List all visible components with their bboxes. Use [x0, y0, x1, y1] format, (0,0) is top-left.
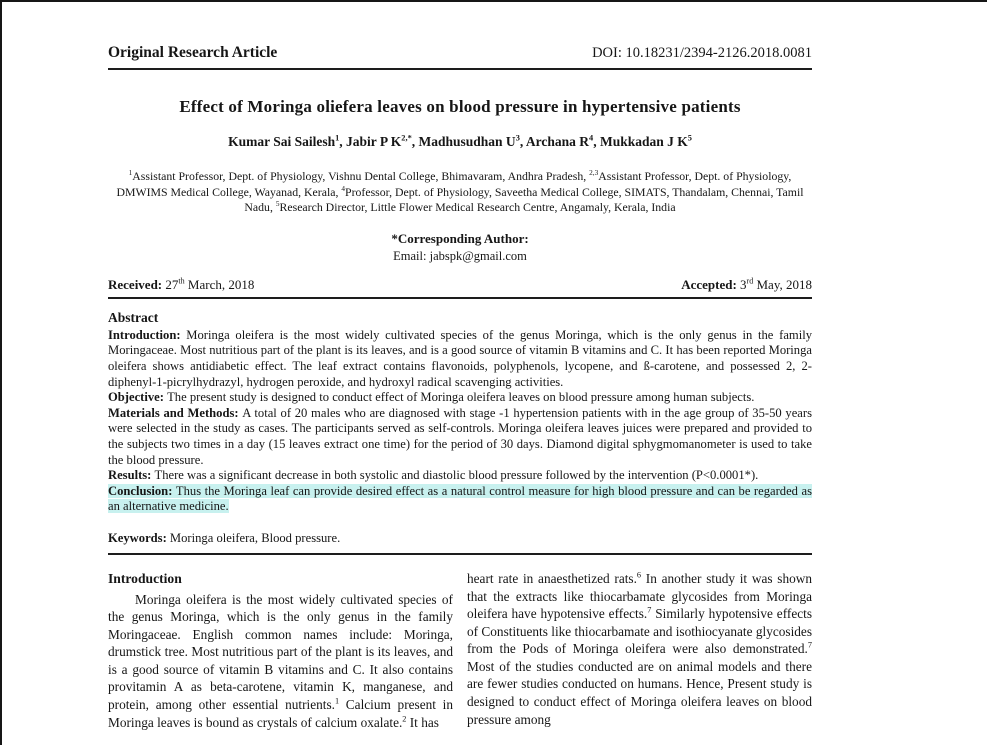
affiliations-block: $^1$Assistant Professor, Dept. of Physiology, Vishnu Dental College, Bhimavaram, Andhra Pradesh, $^{2,3}$Assistant Professor, Dept. of Physiology, DMWIMS Medical College, Wayanad, Kerala, $^4$Professor, Dept. of Physiology, Saveetha Medical College, SIMATS, Thandalam, Chennai, Tamil Nadu, $^5$Research Director, Little Flower Medical Research Centre, Angamaly, Kerala, India: [116, 168, 804, 215]
abstract-heading: Abstract: [108, 309, 159, 325]
article-type-label: Original Research Article: [108, 44, 278, 61]
dates-row: [108, 277, 812, 299]
two-column-body: [108, 570, 812, 731]
corresponding-author-label: *Corresponding Author:: [391, 230, 529, 246]
abstract-paragraph-materials-methods: Materials and Methods: A total of 20 males who are diagnosed with stage -1 hypertension patients with in the age group of 35-50 years were selected in the study as cases. The participants served as self-controls. Moringa oleifera leaves juices were prepared and provided to the subjects two times in a day (15 leaves extract one time) for the period of 30 days. Diamond digital sphygmomanometer is used to take the blood pressure.: [108, 405, 812, 467]
corresponding-author-email: Email: jabspk@gmail.com: [393, 248, 527, 263]
introduction-heading: Introduction: [108, 570, 182, 586]
abstract-paragraph-introduction: Introduction: Moringa oleifera is the most widely cultivated species of the genus Moringa, which is the only genus in the family Moringaceae. Most nutritious part of the plant is its leaves, and is a good source of vitamin B vitamins and C. It has been reported Moringa oleifera shows antidiabetic effect. The leaf extract contains flavonoids, polyphenols, lycopene, and ß-carotene, and possessed 2, 2-diphenyl-1-picrylhydrazyl, hydrogen peroxide, and hydroxyl radical scavenging activities.: [108, 327, 812, 389]
abstract-paragraph-conclusion-highlighted: Conclusion: Thus the Moringa leaf can provide desired effect as a natural control measure for high blood pressure and can be regarded as an alternative medicine.: [108, 483, 812, 514]
abstract-paragraph-results: Results: There was a significant decrease in both systolic and diastolic blood pressure followed by the intervention (P<0.0001*).: [108, 468, 759, 483]
introduction-paragraph-right: heart rate in anaesthetized rats.$^6$ In another study it was shown that the extracts like thiocarbamate glycosides from Moringa oleifera have hypotensive effects.$^7$ Similarly hypotensive effects of Constituents like thiocarbamate and isothiocyanate glycosides from the Pods of Moringa oleifera were also demonstrated.$^7$ Most of the studies conducted are on animal models and there are fewer studies conducted on humans. Hence, Present study is designed to conduct effect of Moringa oleifera leaves on blood pressure among: [467, 570, 813, 727]
received-date: Received: 27th March, 2018: [108, 276, 255, 292]
keywords-line: Keywords: Moringa oleifera, Blood pressure.: [108, 531, 812, 555]
article-content: [108, 44, 812, 731]
abstract-paragraph-objective: Objective: The present study is designed to conduct effect of Moringa oleifera leaves on blood pressure among human subjects.: [108, 390, 755, 405]
page-top-edge-line: [0, 0, 987, 2]
introduction-paragraph-left: Moringa oleifera is the most widely cultivated species of the genus Moringa, which is the only genus in the family Moringaceae. English common names include: Moringa, drumstick tree. Most nutritious part of the plant is its leaves, and is a good source of vitamin B vitamins and C. It also contains provitamin A as beta-carotene, vitamin K, manganese, and protein, among other essential nutrients.$^1$ Calcium present in Moringa leaves is bound as crystals of calcium oxalate.$^2$ It has: [108, 591, 453, 730]
paper-title: Effect of Moringa oliefera leaves on blood pressure in hypertensive patients: [179, 97, 741, 116]
journal-header-row: [108, 44, 812, 70]
accepted-date: Accepted: 3rd May, 2018: [681, 276, 812, 292]
doi-label: DOI: 10.18231/2394-2126.2018.0081: [592, 45, 812, 61]
page-left-edge-line: [0, 0, 2, 745]
left-column: [108, 570, 453, 731]
authors-line: Kumar Sai Sailesh$^1$, Jabir P $K^{2,*}$, Madhusudhan $U^3$, Archana $R^4$, Mukkadan J $K^5$: [228, 133, 692, 149]
right-column: [467, 570, 812, 731]
